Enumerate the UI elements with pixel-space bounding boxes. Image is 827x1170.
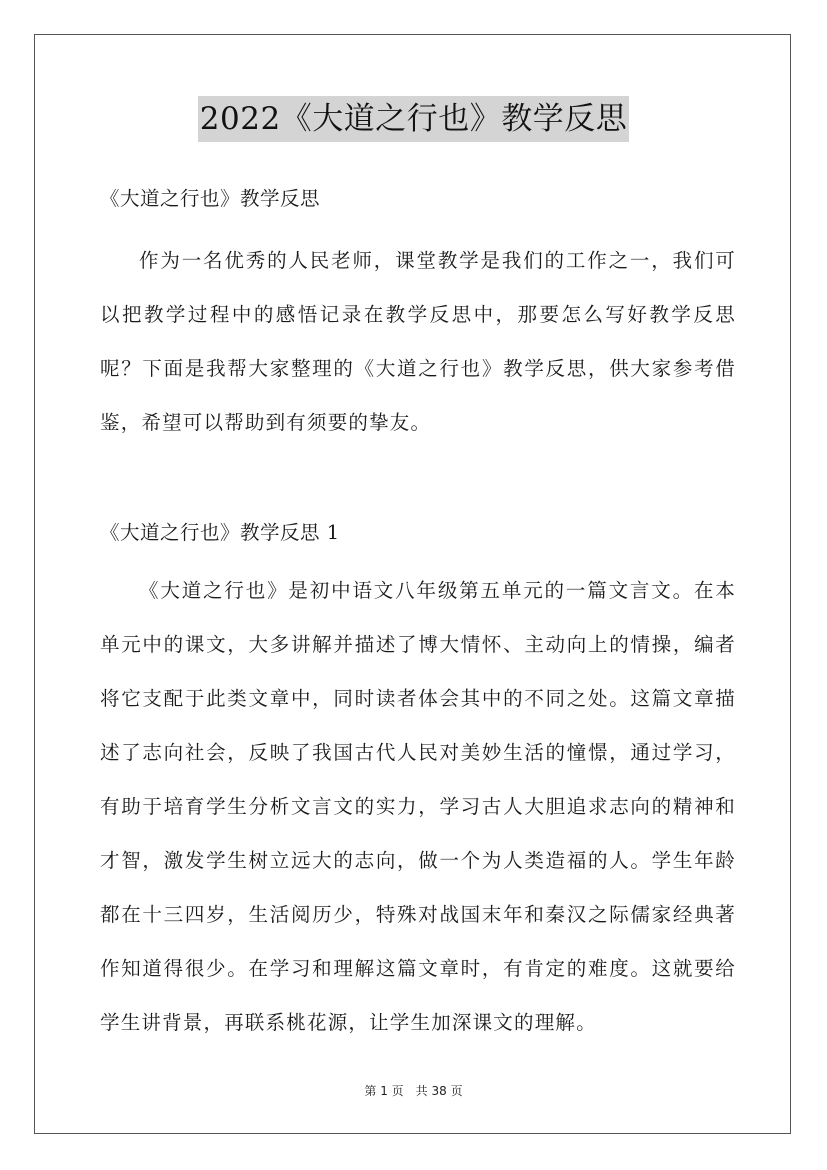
- title-container: [0, 96, 827, 142]
- page-footer: [0, 1082, 827, 1100]
- page-number-label: 第 1 页 共 38 页: [364, 1084, 463, 1098]
- document-title: 2022《大道之行也》教学反思: [198, 96, 629, 142]
- section-heading: 《大道之行也》教学反思 1: [100, 521, 340, 544]
- section-paragraph: 《大道之行也》是初中语文八年级第五单元的一篇文言文。在本单元中的课文，大多讲解并描述了博大情怀、主动向上的情操，编者将它支配于此类文章中，同时读者体会其中的不同之处。这篇文章描述了志向社会，反映了我国古代人民对美妙生活的憧憬，通过学习，有助于培育学生分析文言文的实力，学习古人大胆追求志向的精神和才智，激发学生树立远大的志向，做一个为人类造福的人。学生年龄都在十三四岁，生活阅历少，特殊对战国末年和秦汉之际儒家经典著作知道得很少。在学习和理解这篇文章时，有肯定的难度。这就要给学生讲背景，再联系桃花源，让学生加深课文的理解。: [100, 579, 736, 1034]
- document-body: [100, 172, 736, 1050]
- intro-heading: 《大道之行也》教学反思: [100, 187, 321, 210]
- intro-paragraph: 作为一名优秀的人民老师，课堂教学是我们的工作之一，我们可以把教学过程中的感悟记录在教学反思中，那要怎么写好教学反思呢？下面是我帮大家整理的《大道之行也》教学反思，供大家参考借鉴，希望可以帮助到有须要的挚友。: [100, 249, 736, 434]
